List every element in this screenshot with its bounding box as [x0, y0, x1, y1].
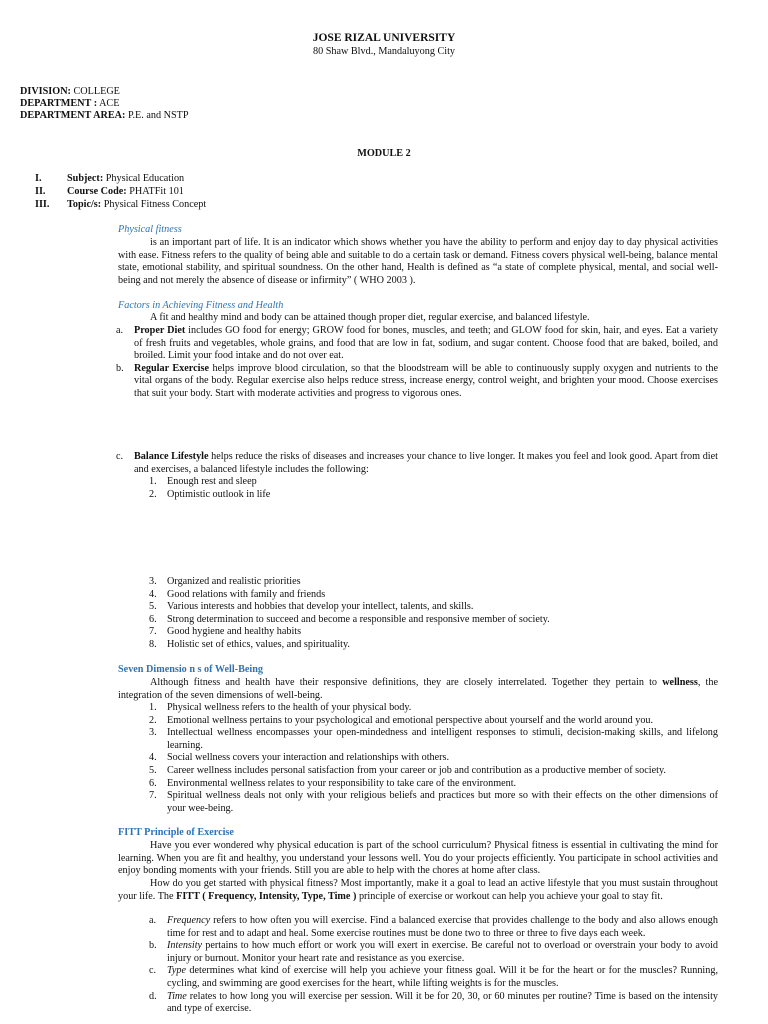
course-row-label: Subject: — [67, 173, 104, 184]
course-row-num: I. — [35, 173, 42, 184]
para-text: How do you get started with physical fitness? Most importantly, make it a goal to lead an active lifestyle that you must sustain throughout your life. The — [118, 878, 718, 902]
fitt-text: pertains to how much effort or work you will exert in exercise. Be careful not to overload or overstrain your body to avoid injury or burnout. Monitor your heart rate and resistance as you exercise. — [167, 940, 718, 964]
list-item-text: Emotional wellness pertains to your psychological and emotional perspective about yourself and the world around you. — [167, 714, 654, 726]
intro-text: Although fitness and health have their responsive definitions, they are closely interrelated. Together they pertain to — [150, 677, 663, 688]
fitt-heading: FITT Principle of Exercise — [118, 827, 234, 838]
list-number: 6. — [149, 613, 157, 625]
factors-intro: A fit and healthy mind and body can be attained though proper diet, regular exercise, and balanced lifestyle. — [150, 312, 590, 323]
fitt-text: determines what kind of exercise will help you achieve your fitness goal. Will it be for the heart or for the muscles? Running, cycling, and swimming are good exercises for the heart, while lifting weights is for the muscles. — [167, 965, 718, 989]
course-row-subject — [35, 173, 184, 186]
factor-text: includes GO food for energy; GROW food for bones, muscles, and teeth; and GLOW food for skin, hair, and eyes. Eat a variety of fresh fruits and vegetables, whole grains, and food that are low in fat, sodium, and sugar content. Choose food that are baked, boiled, and broiled. Limit your food intake and do not over eat. — [134, 325, 719, 362]
physical-fitness-heading: Physical fitness — [118, 224, 182, 235]
para-text: principle of exercise or workout can help you achieve your goal to stay fit. — [356, 890, 663, 902]
fitt-term: Type — [167, 965, 187, 977]
list-item-text: Intellectual wellness encompasses your open-mindedness and intelligent responses to stimuli, decision-making skills, and lifelong learning. — [167, 727, 718, 751]
fitt-text: relates to how long you will exercise per session. Will it be for 20, 30, or 60 minutes per routine? Time is based on the intensity and type of exercise. — [167, 990, 718, 1015]
factors-list-c — [116, 451, 718, 476]
list-item-text: Environmental wellness relates to your responsibility to take care of the environment. — [167, 777, 517, 789]
list-item — [149, 576, 717, 589]
department-area-line — [20, 110, 189, 123]
course-row-label: Topic/s: — [67, 199, 102, 210]
fitt-paragraph-2 — [118, 878, 718, 903]
seven-dimensions-heading: Seven Dimensio n s of Well-Being — [118, 664, 263, 675]
list-item-text: Enough rest and sleep — [167, 476, 257, 487]
seven-dimensions-intro — [118, 677, 718, 702]
list-number: 7. — [149, 626, 157, 638]
list-number: 5. — [149, 601, 157, 613]
course-row-label: Course Code: — [67, 186, 127, 197]
list-number: 3. — [149, 576, 157, 587]
list-number: 1. — [149, 702, 157, 713]
department-line — [20, 98, 119, 111]
department-value: ACE — [97, 98, 120, 109]
department-area-label: DEPARTMENT AREA: — [20, 110, 126, 121]
factor-term: Proper Diet — [134, 325, 186, 336]
list-item — [149, 764, 718, 778]
fitt-term: Time — [167, 990, 187, 1002]
course-row-value: Physical Fitness Concept — [101, 199, 207, 210]
list-item — [149, 476, 717, 489]
list-item — [149, 588, 717, 602]
list-item — [149, 601, 717, 614]
list-item — [149, 915, 718, 940]
list-item — [149, 727, 718, 752]
list-item — [116, 362, 718, 401]
list-item-text: Physical wellness refers to the health of your physical body. — [167, 702, 412, 713]
list-number: 4. — [149, 588, 157, 600]
list-marker: b. — [149, 940, 157, 952]
fitt-term: Frequency — [167, 915, 211, 926]
list-item-text: Organized and realistic priorities — [167, 576, 301, 587]
dimensions-list — [149, 702, 718, 815]
division-line — [20, 86, 120, 99]
fitt-list — [149, 915, 718, 1016]
list-item-text: Good hygiene and healthy habits — [167, 626, 302, 638]
list-item — [149, 714, 718, 728]
university-name: JOSE RIZAL UNIVERSITY — [312, 32, 456, 44]
list-item-text: Social wellness covers your interaction and relationships with others. — [167, 752, 450, 764]
list-marker: c. — [149, 965, 157, 977]
list-number: 7. — [149, 790, 157, 802]
list-item — [149, 940, 718, 965]
course-row-num: III. — [35, 199, 50, 210]
list-marker: d. — [149, 990, 157, 1002]
division-value: COLLEGE — [70, 86, 120, 97]
list-number: 4. — [149, 752, 157, 764]
list-number: 3. — [149, 727, 157, 739]
list-marker: a. — [116, 325, 124, 336]
department-label: DEPARTMENT : — [20, 98, 98, 109]
list-item-text: Holistic set of ethics, values, and spirituality. — [167, 638, 350, 650]
list-item — [149, 626, 717, 639]
list-item — [149, 965, 718, 990]
factors-heading: Factors in Achieving Fitness and Health — [118, 300, 284, 311]
lifestyle-list-a — [149, 476, 717, 501]
list-item — [149, 488, 717, 502]
fitt-text: refers to how often you will exercise. Find a balanced exercise that provides challenge to the body and also allows enough time for rest and to adapt and heal. Some exercise routines must be done two to three or three to five days each week. — [167, 915, 718, 939]
fitt-paragraph-1: Have you ever wondered why physical education is part of the school curriculum? Physical fitness is essential in cultivating the mind for learning. When you are fit and healthy, you understand your lessons well. You do your projects efficiently. You participate in school activities and enjoy bonding moments with your friends. Still you are able to help with the chores at home after class. — [118, 840, 718, 877]
list-number: 2. — [149, 488, 157, 500]
list-marker: b. — [116, 362, 124, 374]
course-row-topic — [35, 199, 206, 212]
list-item-text: Various interests and hobbies that develop your intellect, talents, and skills. — [167, 601, 474, 613]
list-item — [116, 325, 719, 363]
department-area-value: P.E. and NSTP — [125, 110, 189, 121]
intro-bold: wellness — [662, 677, 698, 688]
factor-text: helps reduce the risks of diseases and increases your chance to live longer. It makes you feel and look good. Apart from diet and exercises, a balanced lifestyle includes the following: — [134, 451, 718, 475]
intro-text: , the integration of the seven dimensions of well-being. — [118, 677, 718, 701]
list-item-text: Optimistic outlook in life — [167, 488, 271, 500]
course-row-num: II. — [35, 186, 46, 197]
list-item-text: Career wellness includes personal satisfaction from your career or job and contribution as a productive member of society. — [167, 764, 666, 776]
division-label: DIVISION: — [20, 86, 71, 97]
course-row-value: Physical Education — [103, 173, 185, 184]
list-item — [149, 752, 718, 765]
list-marker: c. — [116, 451, 124, 462]
list-item-text: Strong determination to succeed and become a responsible and responsive member of society. — [167, 613, 550, 625]
list-number: 2. — [149, 714, 157, 726]
list-marker: a. — [149, 915, 157, 926]
list-item — [149, 702, 718, 715]
physical-fitness-paragraph: is an important part of life. It is an indicator which shows whether you have the ability to perform and enjoy day to day physical activities with ease. Fitness refers to the quality of being able and suitable to do a certain task or demand. Fitness covers physical well-being, balance mental state, emotional stability, and spiritual soundness. On the other hand, Health is defined as “a state of complete physical, mental, and social well-being and not merely the absence of disease or infirmity” ( WHO 2003 ). — [118, 237, 718, 286]
list-number: 8. — [149, 638, 157, 650]
module-title: MODULE 2 — [357, 148, 411, 159]
list-item — [149, 790, 718, 815]
factor-term: Balance Lifestyle — [134, 451, 209, 462]
lifestyle-list-b — [149, 576, 717, 652]
list-item-text: Good relations with family and friends — [167, 588, 326, 600]
list-item — [149, 613, 717, 627]
list-number: 5. — [149, 764, 157, 776]
list-number: 1. — [149, 476, 157, 487]
list-item — [149, 638, 717, 652]
course-row-code — [35, 186, 184, 199]
factor-text: helps improve blood circulation, so that the bloodstream will be able to continuously supply oxygen and nutrients to the vital organs of the body. Regular exercise also helps reduce stress, increase energy, control weight, and brighten your mood. Choose exercises that suit your body. Start with moderate activities and progress to vigorous ones. — [134, 362, 718, 399]
list-item — [149, 990, 718, 1016]
fitt-term: Intensity — [167, 940, 203, 952]
list-item — [116, 451, 718, 476]
university-address: 80 Shaw Blvd., Mandaluyong City — [312, 46, 456, 57]
factor-term: Regular Exercise — [134, 362, 209, 374]
course-row-value: PHATFit 101 — [126, 186, 184, 197]
list-item-text: Spiritual wellness deals not only with your religious beliefs and practices but more so with their effects on the other dimensions of your wee-being. — [167, 790, 718, 814]
para-bold: FITT ( Frequency, Intensity, Type, Time ) — [176, 890, 357, 902]
factors-list-ab — [116, 325, 719, 401]
list-number: 6. — [149, 777, 157, 789]
list-item — [149, 777, 718, 791]
